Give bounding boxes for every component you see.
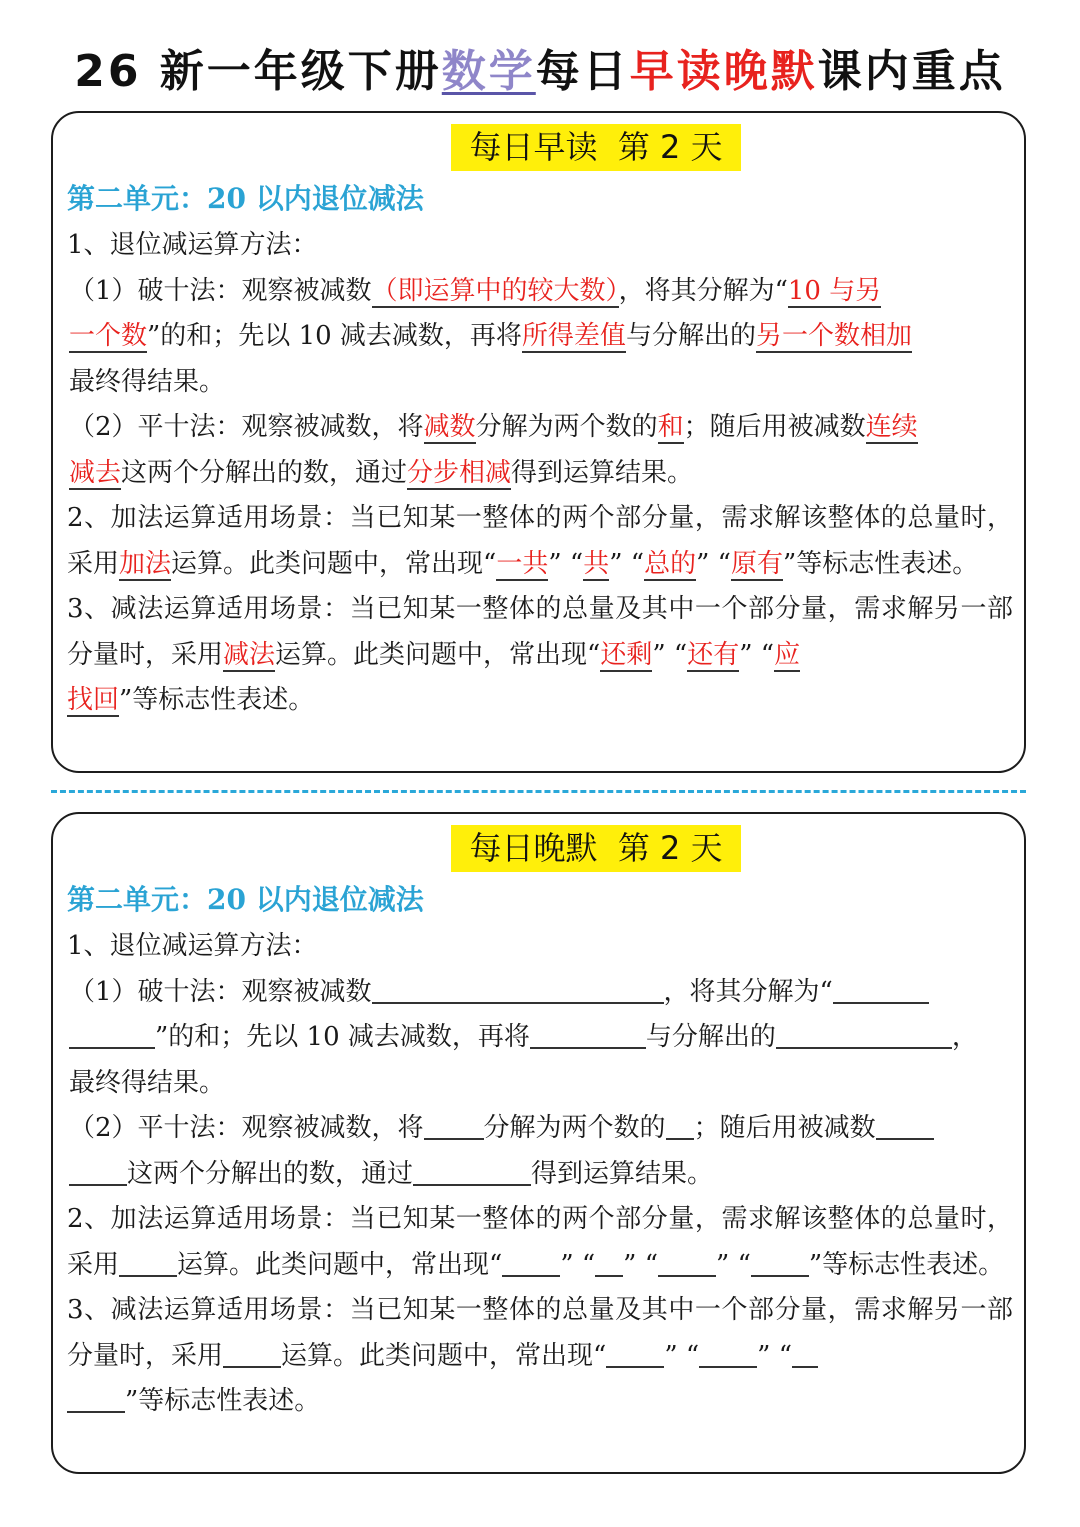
text: 与分解出的 <box>625 321 756 351</box>
blank-line[interactable] <box>699 1336 757 1368</box>
answer: 共 <box>583 548 610 579</box>
text: 3、减法运算适用场景：当已知某一整体的总量及其中一个部分量，需求解另一部分量时，采用 <box>67 594 1013 670</box>
answer: 和 <box>657 412 684 442</box>
text: 得到运算结果。 <box>531 1158 714 1189</box>
blank-line[interactable] <box>413 1154 531 1186</box>
text: ” “ <box>739 639 775 670</box>
title-middle: 每日 <box>535 46 630 97</box>
evening-s1a: （1）破十法：观察被减数 ，将其分解为“ ”的和；先以 10 减去减数，再将 与分解出的 ， 最终得结果。 <box>67 970 1013 1107</box>
blank-line[interactable] <box>876 1108 934 1140</box>
blank-line[interactable] <box>751 1245 809 1277</box>
text: ；随后用被减数 <box>683 412 866 442</box>
blank-line[interactable] <box>69 1017 155 1049</box>
answer: 减法 <box>223 639 276 670</box>
section-divider <box>51 790 1026 793</box>
blank-line[interactable] <box>792 1336 818 1368</box>
title-prefix: 26 新一年级下册 <box>74 46 442 97</box>
evening-badge: 每日晚默 第 2 天 <box>451 825 741 872</box>
text: 运算。此类问题中，常出现“ <box>281 1340 607 1371</box>
text: 分解为两个数的 <box>475 412 658 442</box>
text: 运算。此类问题中，常出现“ <box>171 548 497 579</box>
morning-card <box>51 111 1026 773</box>
answer: 另一个数相加 <box>755 321 912 351</box>
answer: 加法 <box>119 548 172 579</box>
answer: 减数 <box>423 412 476 442</box>
text: ，将其分解为“ <box>618 275 788 306</box>
evening-card <box>51 812 1026 1474</box>
text: ”等标志性表述。 <box>808 1249 1005 1280</box>
morning-s1a <box>67 269 1013 406</box>
text: 这两个分解出的数，通过 <box>127 1158 414 1189</box>
blank-line[interactable] <box>67 1381 125 1413</box>
text: ，将其分解为“ <box>663 976 833 1007</box>
blank-line[interactable] <box>776 1017 952 1049</box>
text: 2、加法运算适用场景：当已知某一整体的两个部分量，需求解该整体的总量时，采用 <box>67 1204 1013 1280</box>
text: ” “ <box>652 639 688 670</box>
text: ”等标志性表述。 <box>782 548 979 579</box>
blank-line[interactable] <box>666 1108 694 1140</box>
morning-s2 <box>67 496 1013 587</box>
blank-line[interactable] <box>372 972 664 1004</box>
answer: 减去 <box>69 457 122 488</box>
text: ”的和；先以 10 减去减数，再将 <box>147 321 522 351</box>
text: （2）平十法：观察被减数，将 <box>69 1113 424 1143</box>
evening-s2 <box>67 1197 1013 1288</box>
answer: 总的 <box>644 548 697 579</box>
answer: 还剩 <box>600 639 653 670</box>
morning-s1b <box>67 405 1013 496</box>
text: ” “ <box>757 1340 793 1371</box>
text: 最终得结果。 <box>69 1067 226 1098</box>
page-title <box>0 40 1080 104</box>
evening-unit-title: 第二单元：20 以内退位减法 <box>67 883 424 916</box>
text: ” “ <box>696 548 731 579</box>
blank-line[interactable] <box>833 972 929 1004</box>
text: 运算。此类问题中，常出现“ <box>275 639 601 670</box>
answer: （即运算中的较大数） <box>371 275 619 306</box>
text: 3、减法运算适用场景：当已知某一整体的总量及其中一个部分量，需求解另一部分量时，采用 <box>67 1295 1013 1371</box>
evening-body <box>67 924 1013 1425</box>
blank-line[interactable] <box>606 1336 664 1368</box>
text: （2）平十法：观察被减数，将 <box>69 412 424 442</box>
title-subject: 数学 <box>441 46 536 97</box>
answer: 一个数 <box>69 321 148 351</box>
text: ” “ <box>623 1249 659 1280</box>
text: ” “ <box>609 548 645 579</box>
text: ” “ <box>716 1249 751 1280</box>
blank-line[interactable] <box>595 1245 623 1277</box>
text: ” “ <box>560 1249 596 1280</box>
answer: 原有 <box>730 548 783 579</box>
blank-line[interactable] <box>424 1108 484 1140</box>
morning-s3 <box>67 587 1013 724</box>
morning-unit-title: 第二单元：20 以内退位减法 <box>67 182 424 215</box>
text: 分解为两个数的 <box>483 1113 666 1143</box>
evening-s1-heading: 1、退位减运算方法： <box>67 931 318 961</box>
text: （1）破十法：观察被减数 <box>69 275 372 306</box>
text: 运算。此类问题中，常出现“ <box>177 1249 503 1280</box>
blank-line[interactable] <box>530 1017 646 1049</box>
morning-s1-heading: 1、退位减运算方法： <box>67 230 318 260</box>
answer: 找回 <box>67 685 120 715</box>
text: ” “ <box>664 1340 700 1371</box>
answer: 还有 <box>687 639 740 670</box>
answer: 所得差值 <box>521 321 626 351</box>
text: ” “ <box>548 548 584 579</box>
blank-line[interactable] <box>119 1245 177 1277</box>
morning-body <box>67 223 1013 724</box>
text: 与分解出的 <box>645 1022 776 1052</box>
evening-s3 <box>67 1288 1013 1425</box>
text: （1）破十法：观察被减数 <box>69 976 372 1007</box>
evening-s1b <box>67 1106 1013 1197</box>
blank-line[interactable] <box>658 1245 716 1277</box>
blank-line[interactable] <box>502 1245 560 1277</box>
blank-line[interactable] <box>69 1154 127 1186</box>
text: 2、加法运算适用场景：当已知某一整体的两个部分量，需求解该整体的总量时，采用 <box>67 503 1013 579</box>
text: 这两个分解出的数，通过 <box>121 457 408 488</box>
answer: 连续 <box>865 412 918 442</box>
text: ”的和；先以 10 减去减数，再将 <box>155 1022 530 1052</box>
text: 最终得结果。 <box>69 366 226 397</box>
text: ”等标志性表述。 <box>125 1386 321 1416</box>
title-suffix: 课内重点 <box>817 46 1006 97</box>
text: ”等标志性表述。 <box>119 685 315 715</box>
answer: 10 与另 <box>787 275 882 306</box>
blank-line[interactable] <box>223 1336 281 1368</box>
answer: 一共 <box>496 548 549 579</box>
text: 得到运算结果。 <box>511 457 694 488</box>
answer: 应 <box>774 639 801 670</box>
title-highlight: 早读晚默 <box>629 46 818 97</box>
answer: 分步相减 <box>407 457 512 488</box>
text: ；随后用被减数 <box>693 1113 876 1143</box>
morning-badge: 每日早读 第 2 天 <box>451 124 741 171</box>
